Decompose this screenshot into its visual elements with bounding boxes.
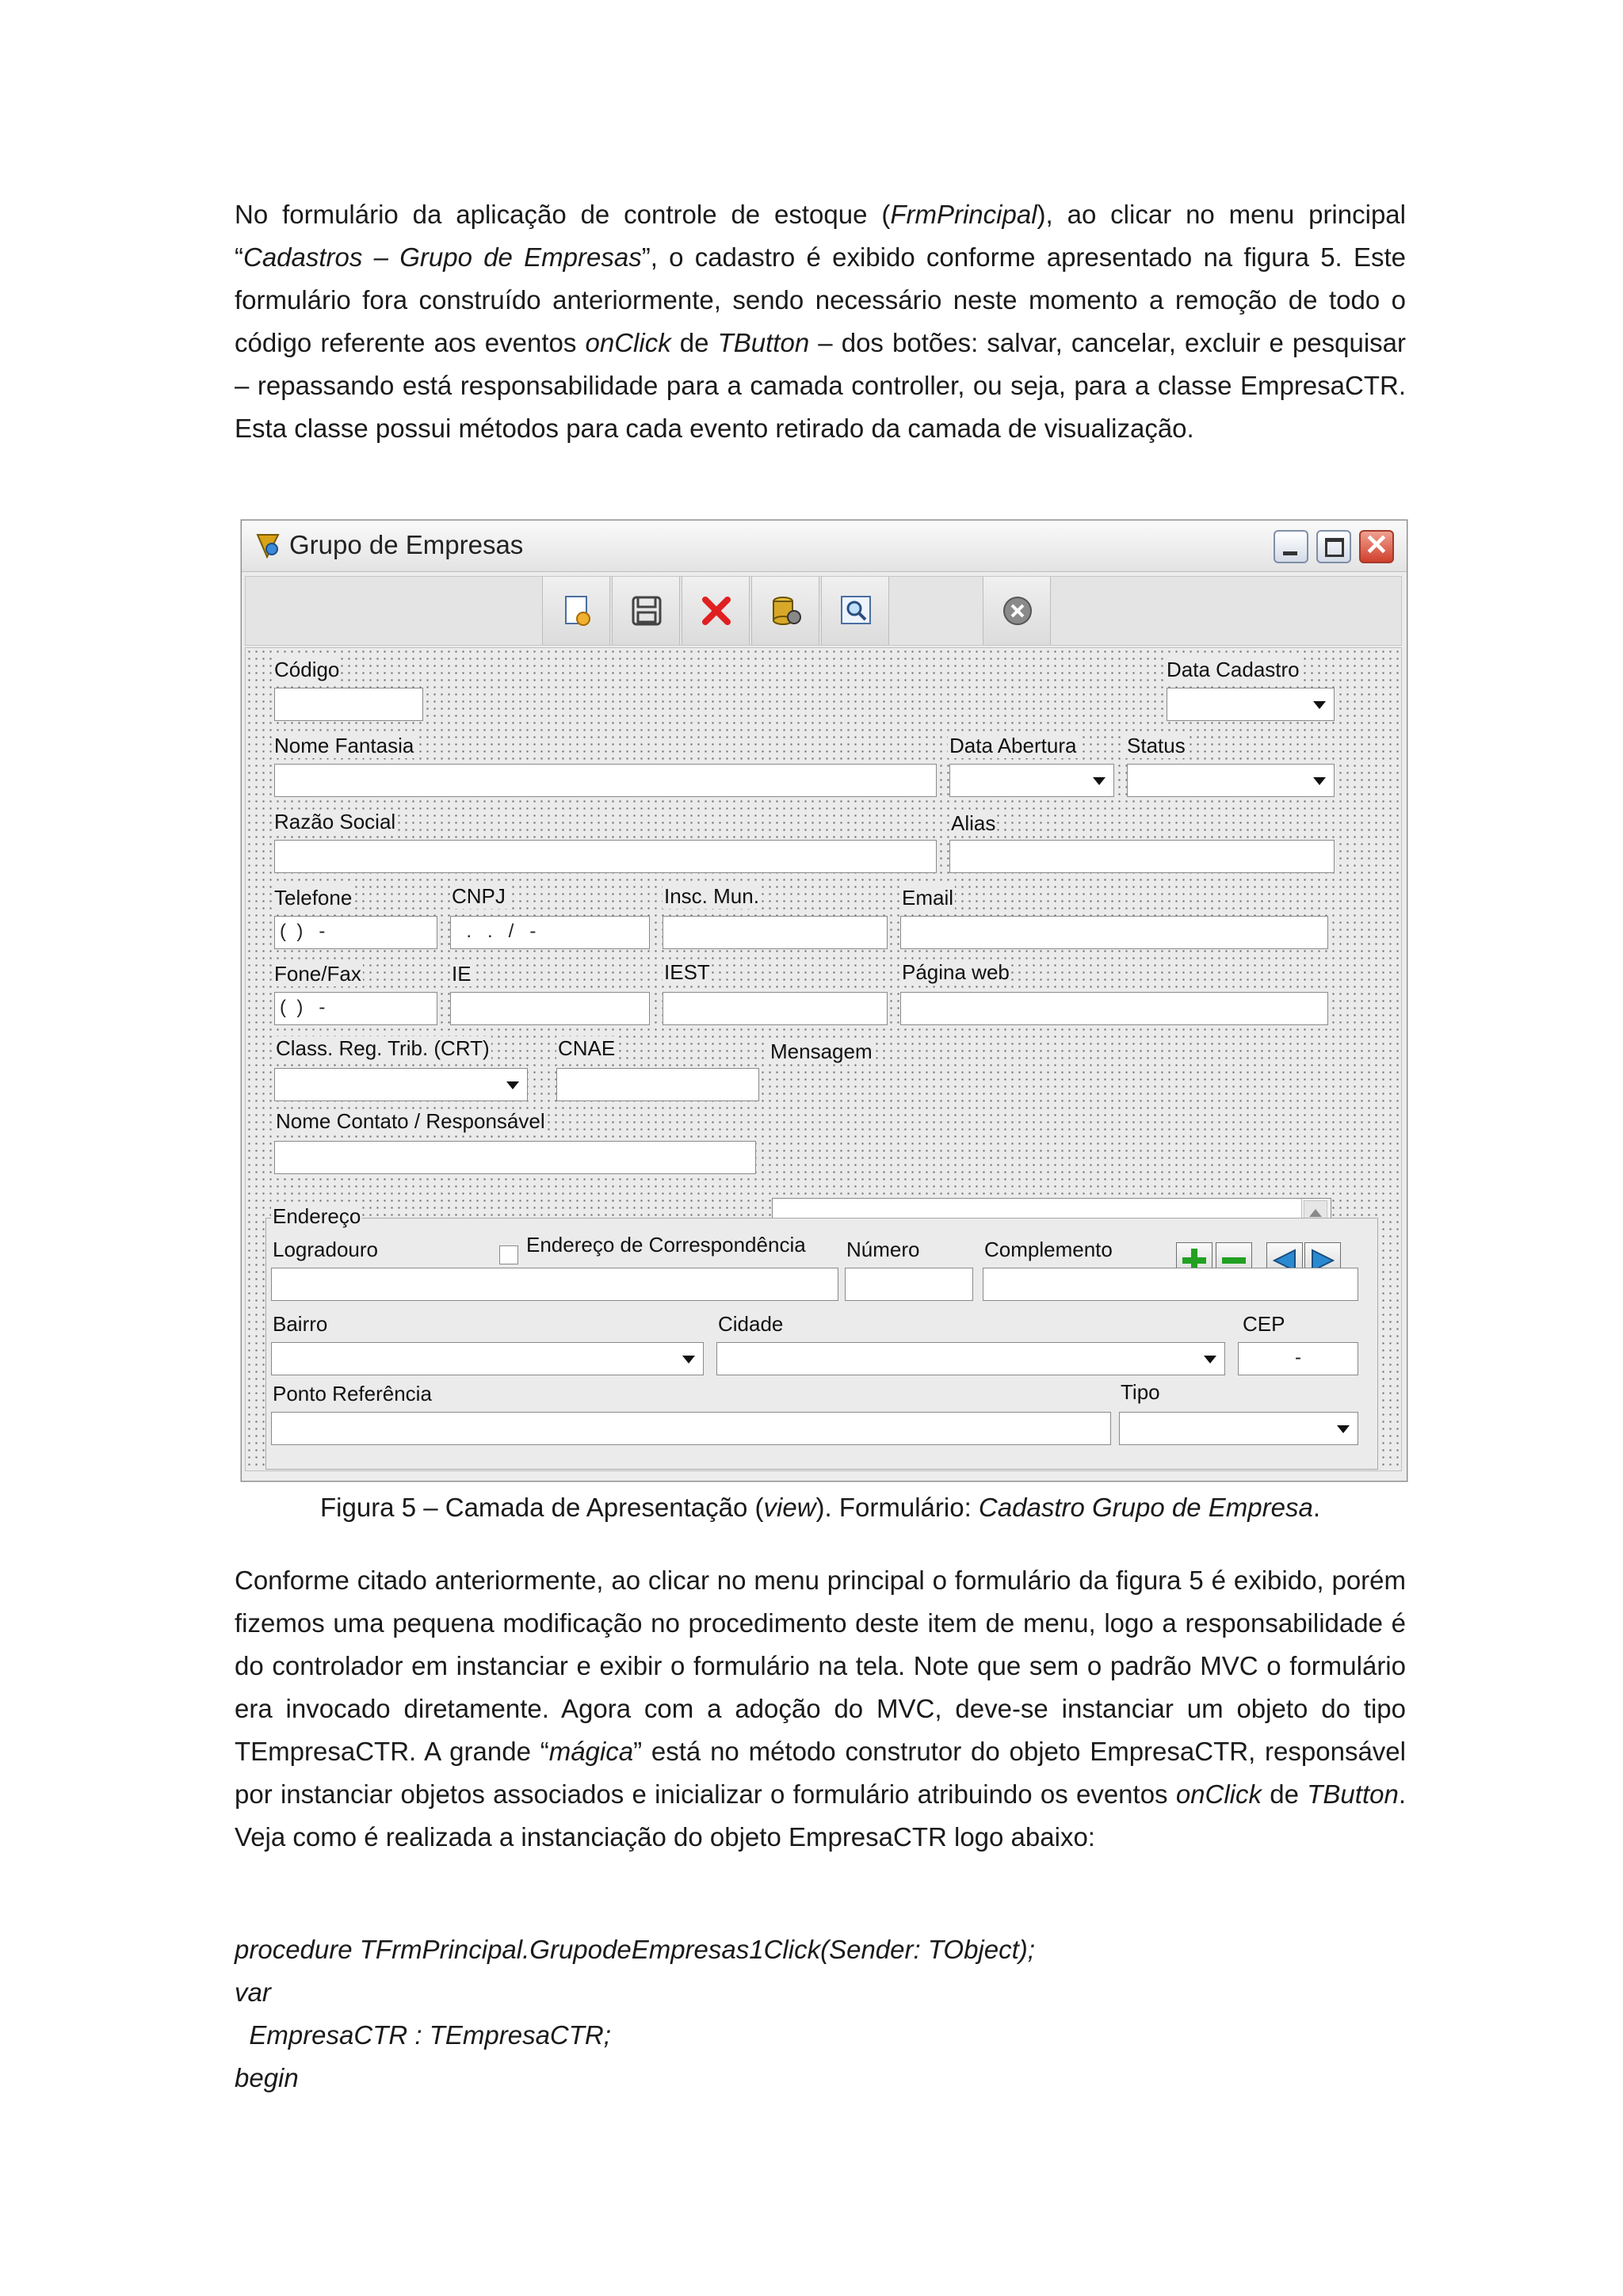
delete-button[interactable] [682, 577, 750, 645]
pagina-web-input[interactable] [900, 992, 1328, 1025]
minimize-button[interactable] [1274, 530, 1308, 563]
razao-social-input[interactable] [274, 840, 937, 873]
label-alias: Alias [951, 811, 996, 835]
label-tipo: Tipo [1121, 1380, 1160, 1404]
label-cnae: CNAE [558, 1036, 616, 1060]
label-razao-social: Razão Social [274, 810, 396, 833]
text-italic: Cadastros – Grupo de Empresas [243, 242, 642, 272]
save-button[interactable] [612, 577, 680, 645]
nome-contato-input[interactable] [274, 1141, 756, 1174]
bairro-select[interactable] [271, 1342, 704, 1375]
text-italic: TButton [1307, 1779, 1399, 1809]
ponto-referencia-input[interactable] [271, 1412, 1111, 1445]
cnae-input[interactable] [556, 1068, 759, 1101]
text-segment: . [1312, 1493, 1320, 1522]
complemento-input[interactable] [983, 1268, 1358, 1301]
class-reg-trib-select[interactable] [274, 1068, 528, 1101]
label-numero: Número [846, 1238, 920, 1261]
text-segment: ), ao clicar no menu principal “ [235, 200, 1406, 272]
cancel-button[interactable] [983, 577, 1051, 645]
intro-paragraph [235, 193, 1406, 450]
search-button[interactable] [821, 577, 889, 645]
search-icon [838, 593, 873, 628]
tipo-select[interactable] [1119, 1412, 1358, 1445]
text-italic: TButton [717, 328, 810, 357]
label-data-abertura: Data Abertura [949, 734, 1077, 757]
cep-input[interactable]: - [1238, 1342, 1358, 1375]
iest-input[interactable] [663, 992, 888, 1025]
text-italic: Cadastro Grupo de Empresa [978, 1493, 1313, 1522]
ie-input[interactable] [450, 992, 650, 1025]
text-segment: ). Formulário: [815, 1493, 979, 1522]
label-cep: CEP [1243, 1312, 1285, 1336]
label-ie: IE [452, 962, 472, 986]
window-titlebar[interactable] [242, 521, 1407, 572]
logradouro-input[interactable] [271, 1268, 838, 1301]
text-italic: onClick [585, 328, 671, 357]
close-window-button[interactable] [1359, 530, 1394, 563]
endereco-group [265, 1204, 1378, 1470]
label-nome-fantasia: Nome Fantasia [274, 734, 414, 757]
close-icon [1000, 593, 1035, 628]
cidade-select[interactable] [716, 1342, 1225, 1375]
label-iest: IEST [664, 960, 710, 984]
code-line-3: EmpresaCTR : TEmpresaCTR; [235, 2020, 611, 2050]
explanation-paragraph [235, 1559, 1406, 1859]
maximize-button[interactable] [1316, 530, 1351, 563]
correspondencia-checkbox[interactable] [499, 1245, 518, 1264]
close-icon: ✕ [1364, 528, 1389, 561]
label-cnpj: CNPJ [452, 884, 506, 908]
data-cadastro-select[interactable] [1167, 688, 1335, 721]
data-abertura-select[interactable] [949, 764, 1114, 797]
fone-fax-input[interactable]: ( ) - [274, 992, 437, 1025]
new-icon [559, 593, 594, 628]
text-segment: Conforme citado anteriormente, ao clicar no menu principal o formulário da figura 5 é exibido, porém fizemos uma pequena modificação no procedimento deste item de menu, logo a responsabilidade é do controlador em instanciar e exibir o formulário na tela. Note que sem o padrão MVC o formulário era invocado diretamente. Agora com a adoção do MVC, deve-se instanciar um objeto do tipo TEmpresaCTR. A grande “ [235, 1566, 1406, 1766]
save-icon [629, 593, 664, 628]
email-input[interactable] [900, 916, 1328, 949]
label-correspondencia: Endereço de Correspondência [526, 1233, 806, 1257]
label-data-cadastro: Data Cadastro [1167, 658, 1300, 681]
text-italic: mágica [548, 1737, 634, 1766]
database-button[interactable] [751, 577, 819, 645]
text-segment: ” está no método construtor do objeto EmpresaCTR, responsável por instanciar objetos associados e inicializar o formulário atribuindo os eventos [235, 1737, 1406, 1809]
nome-fantasia-input[interactable] [274, 764, 937, 797]
label-complemento: Complemento [984, 1238, 1113, 1261]
label-codigo: Código [274, 658, 340, 681]
endereco-group-title: Endereço [273, 1204, 361, 1228]
label-nome-contato: Nome Contato / Responsável [276, 1109, 545, 1133]
label-telefone: Telefone [274, 886, 353, 910]
code-line-1: procedure TFrmPrincipal.GrupodeEmpresas1Click(Sender: TObject); [235, 1935, 1035, 1964]
label-fone-fax: Fone/Fax [274, 962, 361, 986]
label-class-reg-trib: Class. Reg. Trib. (CRT) [276, 1036, 490, 1060]
status-select[interactable] [1127, 764, 1335, 797]
label-insc-mun: Insc. Mun. [664, 884, 759, 908]
text-segment: No formulário da aplicação de controle de estoque ( [235, 200, 891, 229]
label-pagina-web: Página web [902, 960, 1010, 984]
label-ponto-referencia: Ponto Referência [273, 1382, 432, 1405]
app-icon [254, 532, 281, 560]
window-title: Grupo de Empresas [289, 530, 524, 559]
text-segment: de [1262, 1779, 1308, 1809]
label-mensagem: Mensagem [770, 1039, 873, 1063]
toolbar [245, 576, 1402, 646]
alias-input[interactable] [949, 840, 1335, 873]
label-email: Email [902, 886, 954, 910]
database-icon [769, 593, 804, 628]
label-status: Status [1127, 734, 1186, 757]
cnpj-input[interactable]: . . / - [450, 916, 650, 949]
text-segment: de [670, 328, 718, 357]
text-segment: . Veja como é realizada a instanciação do objeto EmpresaCTR logo abaixo: [235, 1779, 1406, 1852]
new-button[interactable] [542, 577, 610, 645]
text-italic: FrmPrincipal [890, 200, 1037, 229]
text-italic: onClick [1175, 1779, 1262, 1809]
label-cidade: Cidade [718, 1312, 784, 1336]
delete-icon [699, 593, 734, 628]
code-line-2: var [235, 1978, 271, 2007]
form-window [241, 520, 1407, 1482]
label-bairro: Bairro [273, 1312, 328, 1336]
text-segment: Figura 5 – Camada de Apresentação ( [320, 1493, 764, 1522]
telefone-input[interactable]: ( ) - [274, 916, 437, 949]
text-italic: view [763, 1493, 816, 1522]
figure-caption [235, 1486, 1406, 1529]
text-segment: ”, o cadastro é exibido conforme apresentado na figura 5. Este formulário fora construído anteriormente, sendo necessário neste momento a remoção de todo o código referente aos eventos [235, 242, 1406, 357]
codigo-input[interactable] [274, 688, 423, 721]
code-line-4: begin [235, 2063, 299, 2092]
label-logradouro: Logradouro [273, 1238, 378, 1261]
insc-mun-input[interactable] [663, 916, 888, 949]
text-segment: – dos botões: salvar, cancelar, excluir e pesquisar – repassando está responsabilidade para a camada controller, ou seja, para a classe EmpresaCTR. Esta classe possui métodos para cada evento retirado da camada de visualização. [235, 328, 1406, 443]
numero-input[interactable] [845, 1268, 973, 1301]
